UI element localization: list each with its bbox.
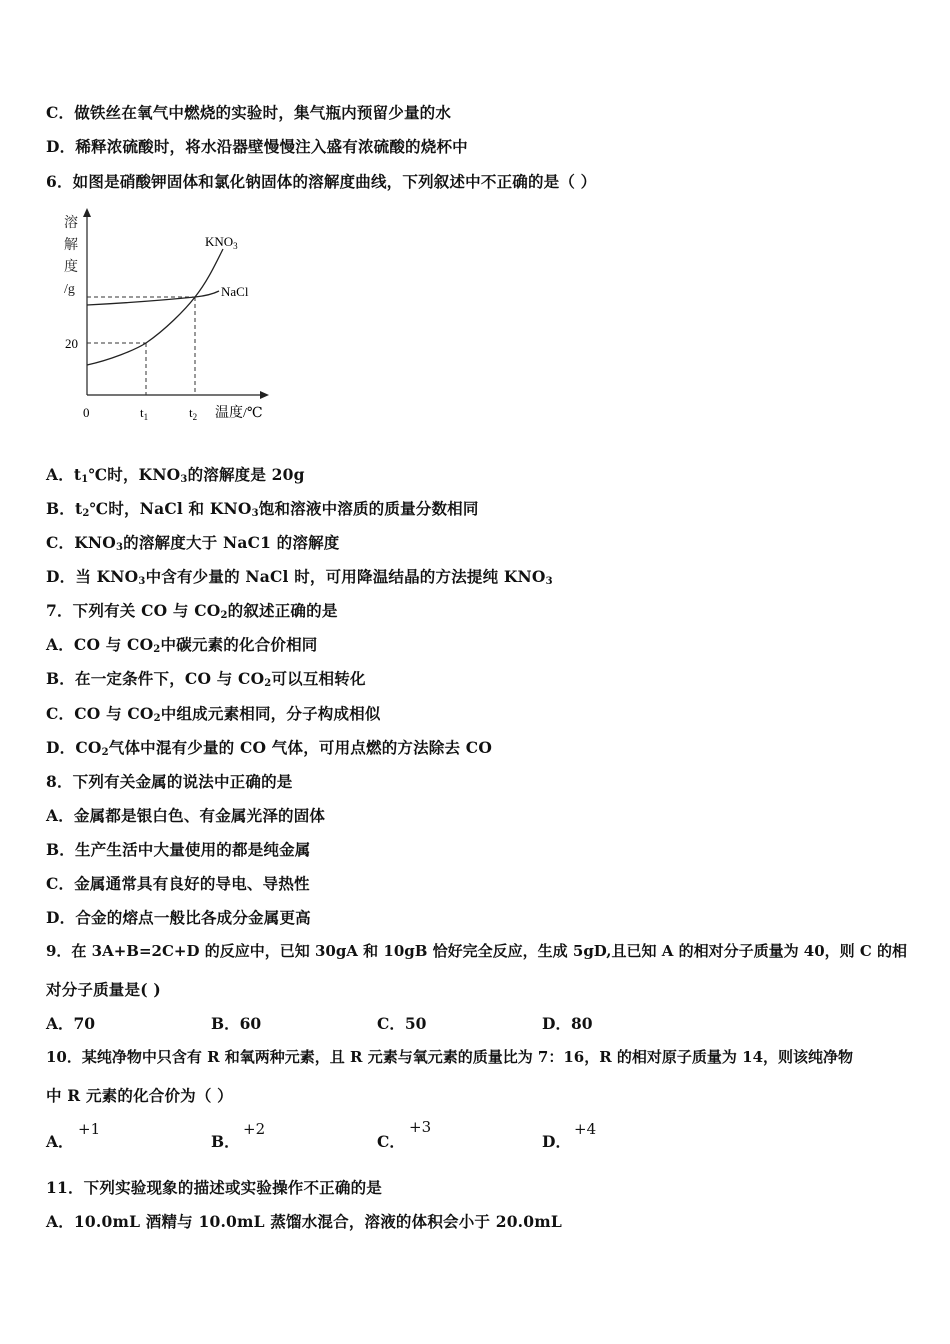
q8-option-a: A．金属都是银白色、有金属光泽的固体 xyxy=(46,806,326,825)
y-label-char-1: 溶 xyxy=(64,216,78,231)
q10-charge-a: +1 xyxy=(78,1120,101,1138)
q10-charge-c: +3 xyxy=(409,1118,432,1136)
question-8: 8．下列有关金属的说法中正确的是 xyxy=(46,772,293,791)
x-tick-t2: $t_2$ xyxy=(189,405,198,422)
q8-option-c: C．金属通常具有良好的导电、导热性 xyxy=(46,874,310,893)
option-c-prev: C．做铁丝在氧气中燃烧的实验时，集气瓶内预留少量的水 xyxy=(46,103,452,122)
question-9-line-2: 对分子质量是( ) xyxy=(46,980,161,999)
question-10-line-1: 10．某纯净物中只含有 R 和氧两种元素，且 R 元素与氧元素的质量比为 7：16，R 的相对原子质量为 14，则该纯净物 xyxy=(46,1048,854,1066)
q10-charge-b: +2 xyxy=(243,1120,266,1138)
q10-option-c: C． +3 xyxy=(377,1118,432,1151)
q6-option-d: D．当 $KNO_3$中含有少量的 NaCl 时，可用降温结晶的方法提纯 $KNO_3$ xyxy=(46,567,553,587)
q7-option-d: D．$CO_2$气体中混有少量的 CO 气体，可用点燃的方法除去 CO xyxy=(46,738,493,758)
q7-option-a: A．CO 与 $CO_2$中碳元素的化合价相同 xyxy=(46,635,318,655)
y-label-char-2: 解 xyxy=(64,238,78,253)
q6-option-a: A．$t_1℃$时，$KNO_3$的溶解度是 20g xyxy=(46,465,305,485)
q9-option-c: C．50 xyxy=(377,1014,427,1033)
x-axis-label: 温度/℃ xyxy=(215,406,263,421)
q7-option-c: C．CO 与 $CO_2$中组成元素相同，分子构成相似 xyxy=(46,704,381,724)
q9-option-a: A．70 xyxy=(46,1014,96,1033)
option-d-prev: D．稀释浓硫酸时，将水沿器壁慢慢注入盛有浓硫酸的烧杯中 xyxy=(46,137,468,156)
y-label-char-4: /g xyxy=(64,282,75,297)
q10-option-b: B． +2 xyxy=(211,1120,266,1151)
nacl-curve xyxy=(87,291,219,305)
q10-charge-d: +4 xyxy=(574,1120,597,1138)
q10-option-d: D． +4 xyxy=(542,1120,597,1151)
q10-option-a: A． +1 xyxy=(46,1120,101,1151)
x-axis-arrow xyxy=(260,391,269,399)
q8-option-d: D．合金的熔点一般比各成分金属更高 xyxy=(46,908,311,927)
y-tick-20: 20 xyxy=(65,336,78,351)
q6-option-c: C．$KNO_3$的溶解度大于 NaC1 的溶解度 xyxy=(46,533,340,553)
q9-option-d: D．80 xyxy=(542,1014,593,1033)
question-9-line-1: 9．在 3A+B=2C+D 的反应中，已知 30gA 和 10gB 恰好完全反应，生成 5gD,且已知 A 的相对分子质量为 40，则 C 的相 xyxy=(46,942,908,960)
kno3-label: $KNO_3$ xyxy=(205,234,238,251)
y-axis-arrow xyxy=(83,208,91,217)
question-6: 6．如图是硝酸钾固体和氯化钠固体的溶解度曲线，下列叙述中不正确的是（ ） xyxy=(46,172,597,191)
q6-option-b: B．$t_2℃$时，NaCl 和 $KNO_3$饱和溶液中溶质的质量分数相同 xyxy=(46,499,479,519)
q11-option-a: A．10.0mL 酒精与 10.0mL 蒸馏水混合，溶液的体积会小于 20.0mL xyxy=(46,1212,562,1231)
question-10-line-2: 中 R 元素的化合价为（ ） xyxy=(46,1086,233,1105)
q8-option-b: B．生产生活中大量使用的都是纯金属 xyxy=(46,840,311,859)
q9-option-b: B．60 xyxy=(211,1014,262,1033)
question-11: 11．下列实验现象的描述或实验操作不正确的是 xyxy=(46,1178,382,1197)
solubility-chart xyxy=(55,205,285,430)
x-tick-t1: $t_1$ xyxy=(140,405,149,422)
q7-option-b: B．在一定条件下，CO 与 $CO_2$可以互相转化 xyxy=(46,669,366,689)
question-7: 7．下列有关 CO 与 $CO_2$的叙述正确的是 xyxy=(46,601,338,621)
kno3-curve xyxy=(87,249,223,365)
x-tick-0: 0 xyxy=(83,405,90,420)
nacl-label: NaCl xyxy=(221,284,249,299)
y-label-char-3: 度 xyxy=(64,260,78,275)
